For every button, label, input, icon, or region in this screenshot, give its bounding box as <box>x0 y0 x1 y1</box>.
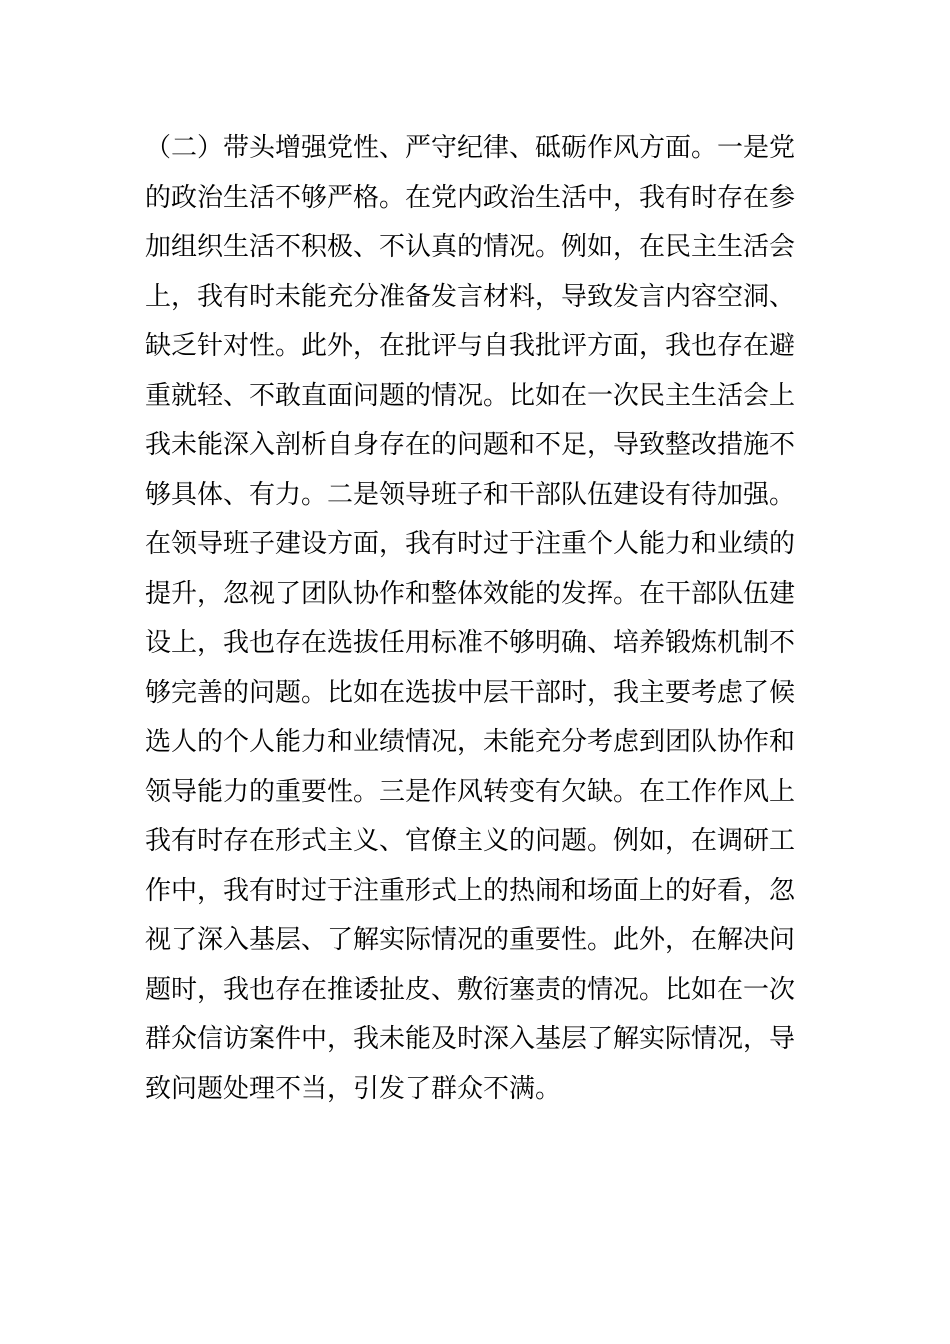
text-line: 提升，忽视了团队协作和整体效能的发挥。在干部队伍建 <box>145 578 796 609</box>
text-line: 加组织生活不积极、不认真的情况。例如，在民主生活会 <box>145 232 796 262</box>
text-line: 作中，我有时过于注重形式上的热闹和场面上的好看，忽 <box>145 875 796 906</box>
text-line: 我未能深入剖析自身存在的问题和不足，导致整改措施不 <box>145 430 796 460</box>
text-line: 视了深入基层、了解实际情况的重要性。此外，在解决问 <box>145 925 796 955</box>
text-line: 上，我有时未能充分准备发言材料，导致发言内容空洞、 <box>145 281 796 312</box>
text-line: 我有时存在形式主义、官僚主义的问题。例如，在调研工 <box>145 826 796 856</box>
text-line: 缺乏针对性。此外，在批评与自我批评方面，我也存在避 <box>145 331 796 361</box>
text-line: 设上，我也存在选拔任用标准不够明确、培养锻炼机制不 <box>145 628 796 658</box>
text-line: 致问题处理不当，引发了群众不满。 <box>145 1073 562 1104</box>
text-line: 够具体、有力。二是领导班子和干部队伍建设有待加强。 <box>145 479 796 510</box>
text-line: 够完善的问题。比如在选拔中层干部时，我主要考虑了候 <box>145 677 796 708</box>
text-line: 领导能力的重要性。三是作风转变有欠缺。在工作作风上 <box>145 776 796 807</box>
text-line: 选人的个人能力和业绩情况，未能充分考虑到团队协作和 <box>145 727 796 757</box>
text-line: 重就轻、不敢直面问题的情况。比如在一次民主生活会上 <box>145 380 796 411</box>
text-line: 在领导班子建设方面，我有时过于注重个人能力和业绩的 <box>145 529 796 559</box>
text-line: （二）带头增强党性、严守纪律、砥砺作风方面。一是党 <box>145 133 796 163</box>
body-paragraph <box>145 124 815 1114</box>
text-line: 题时，我也存在推诿扯皮、敷衍塞责的情况。比如在一次 <box>145 974 796 1005</box>
text-line: 群众信访案件中，我未能及时深入基层了解实际情况，导 <box>145 1024 796 1054</box>
text-line: 的政治生活不够严格。在党内政治生活中，我有时存在参 <box>145 182 796 213</box>
